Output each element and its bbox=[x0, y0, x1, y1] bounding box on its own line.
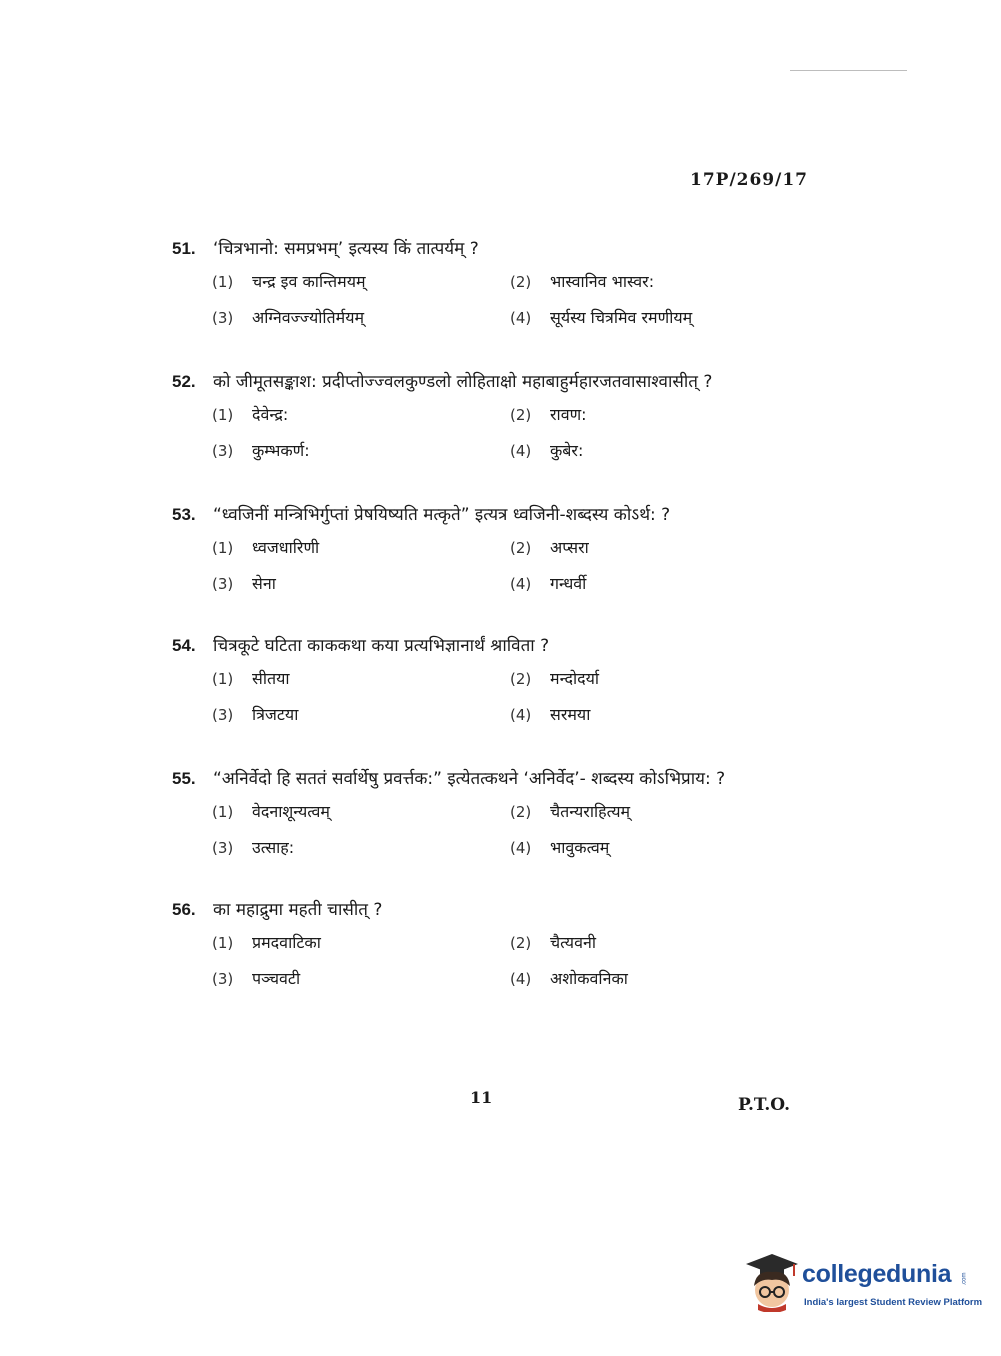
question-53 bbox=[172, 502, 892, 612]
question-text: को जीमूतसङ्काश: प्रदीप्तोज्ज्वलकुण्डलो लोहिताक्षो महाबाहुर्महारजतवासाश्वासीत् ? bbox=[213, 372, 713, 392]
question-54 bbox=[172, 633, 892, 743]
option-4: (4) सूर्यस्य चित्रमिव रमणीयम् bbox=[510, 308, 693, 327]
brand-tagline: India's largest Student Review Platform bbox=[804, 1297, 983, 1308]
page-number: 11 bbox=[470, 1088, 493, 1107]
options-grid bbox=[172, 536, 892, 612]
question-text: “अनिर्वेदो हि सततं सर्वार्थेषु प्रवर्त्तक:” इत्येतत्कथने ‘अनिर्वेद’- शब्दस्य कोऽभिप्राय: ? bbox=[213, 769, 726, 789]
option-2: (2) मन्दोदर्या bbox=[510, 669, 600, 688]
question-number: 56. bbox=[172, 900, 196, 919]
option-3: (3) अग्निवज्ज्योतिर्मयम् bbox=[212, 308, 365, 327]
option-2: (2) चैतन्यराहित्यम् bbox=[510, 802, 631, 821]
top-rule bbox=[790, 70, 907, 71]
option-3: (3) कुम्भकर्ण: bbox=[212, 441, 310, 460]
question-number: 55. bbox=[172, 769, 196, 788]
collegedunia-logo bbox=[742, 1250, 983, 1316]
option-3: (3) सेना bbox=[212, 574, 276, 593]
brand-domain: .com bbox=[961, 1272, 968, 1286]
question-text: ‘चित्रभानो: समप्रभम्’ इत्यस्य किं तात्पर्यम् ? bbox=[213, 239, 479, 259]
option-3: (3) उत्साह: bbox=[212, 838, 295, 857]
option-4: (4) गन्धर्वी bbox=[510, 574, 587, 593]
options-grid bbox=[172, 800, 892, 876]
question-51 bbox=[172, 236, 892, 346]
option-1: (1) वेदनाशून्यत्वम् bbox=[212, 802, 331, 821]
mascot-icon bbox=[742, 1250, 800, 1312]
question-text: का महाद्रुमा महती चासीत् ? bbox=[213, 900, 383, 920]
question-56 bbox=[172, 897, 892, 1007]
option-4: (4) अशोकवनिका bbox=[510, 969, 628, 988]
options-grid bbox=[172, 931, 892, 1007]
option-4: (4) सरमया bbox=[510, 705, 591, 724]
option-2: (2) रावण: bbox=[510, 405, 587, 424]
question-55 bbox=[172, 766, 892, 876]
option-1: (1) ध्वजधारिणी bbox=[212, 538, 320, 557]
option-4: (4) कुबेर: bbox=[510, 441, 584, 460]
question-text: “ध्वजिनीं मन्त्रिभिर्गुप्तां प्रेषयिष्यति मत्कृते” इत्यत्र ध्वजिनी-शब्दस्य कोऽर्थ: ? bbox=[213, 505, 671, 525]
option-2: (2) चैत्यवनी bbox=[510, 933, 597, 952]
option-2: (2) अप्सरा bbox=[510, 538, 589, 557]
brand-name: collegedunia bbox=[802, 1260, 952, 1288]
question-number: 52. bbox=[172, 372, 196, 391]
option-3: (3) पञ्चवटी bbox=[212, 969, 301, 988]
question-number: 54. bbox=[172, 636, 196, 655]
option-3: (3) त्रिजटया bbox=[212, 705, 299, 724]
question-text: चित्रकूटे घटिता काककथा कया प्रत्यभिज्ञानार्थं श्राविता ? bbox=[213, 636, 550, 656]
question-number: 51. bbox=[172, 239, 196, 258]
pto-label: P.T.O. bbox=[738, 1095, 790, 1115]
option-1: (1) प्रमदवाटिका bbox=[212, 933, 321, 952]
option-4: (4) भावुकत्वम् bbox=[510, 838, 610, 857]
option-2: (2) भास्वानिव भास्वर: bbox=[510, 272, 655, 291]
options-grid bbox=[172, 403, 892, 479]
question-52 bbox=[172, 369, 892, 479]
option-1: (1) चन्द्र इव कान्तिमयम् bbox=[212, 272, 366, 291]
option-1: (1) सीतया bbox=[212, 669, 290, 688]
options-grid bbox=[172, 270, 892, 346]
options-grid bbox=[172, 667, 892, 743]
question-number: 53. bbox=[172, 505, 196, 524]
paper-code: 17P/269/17 bbox=[690, 170, 809, 190]
option-1: (1) देवेन्द्र: bbox=[212, 405, 289, 424]
